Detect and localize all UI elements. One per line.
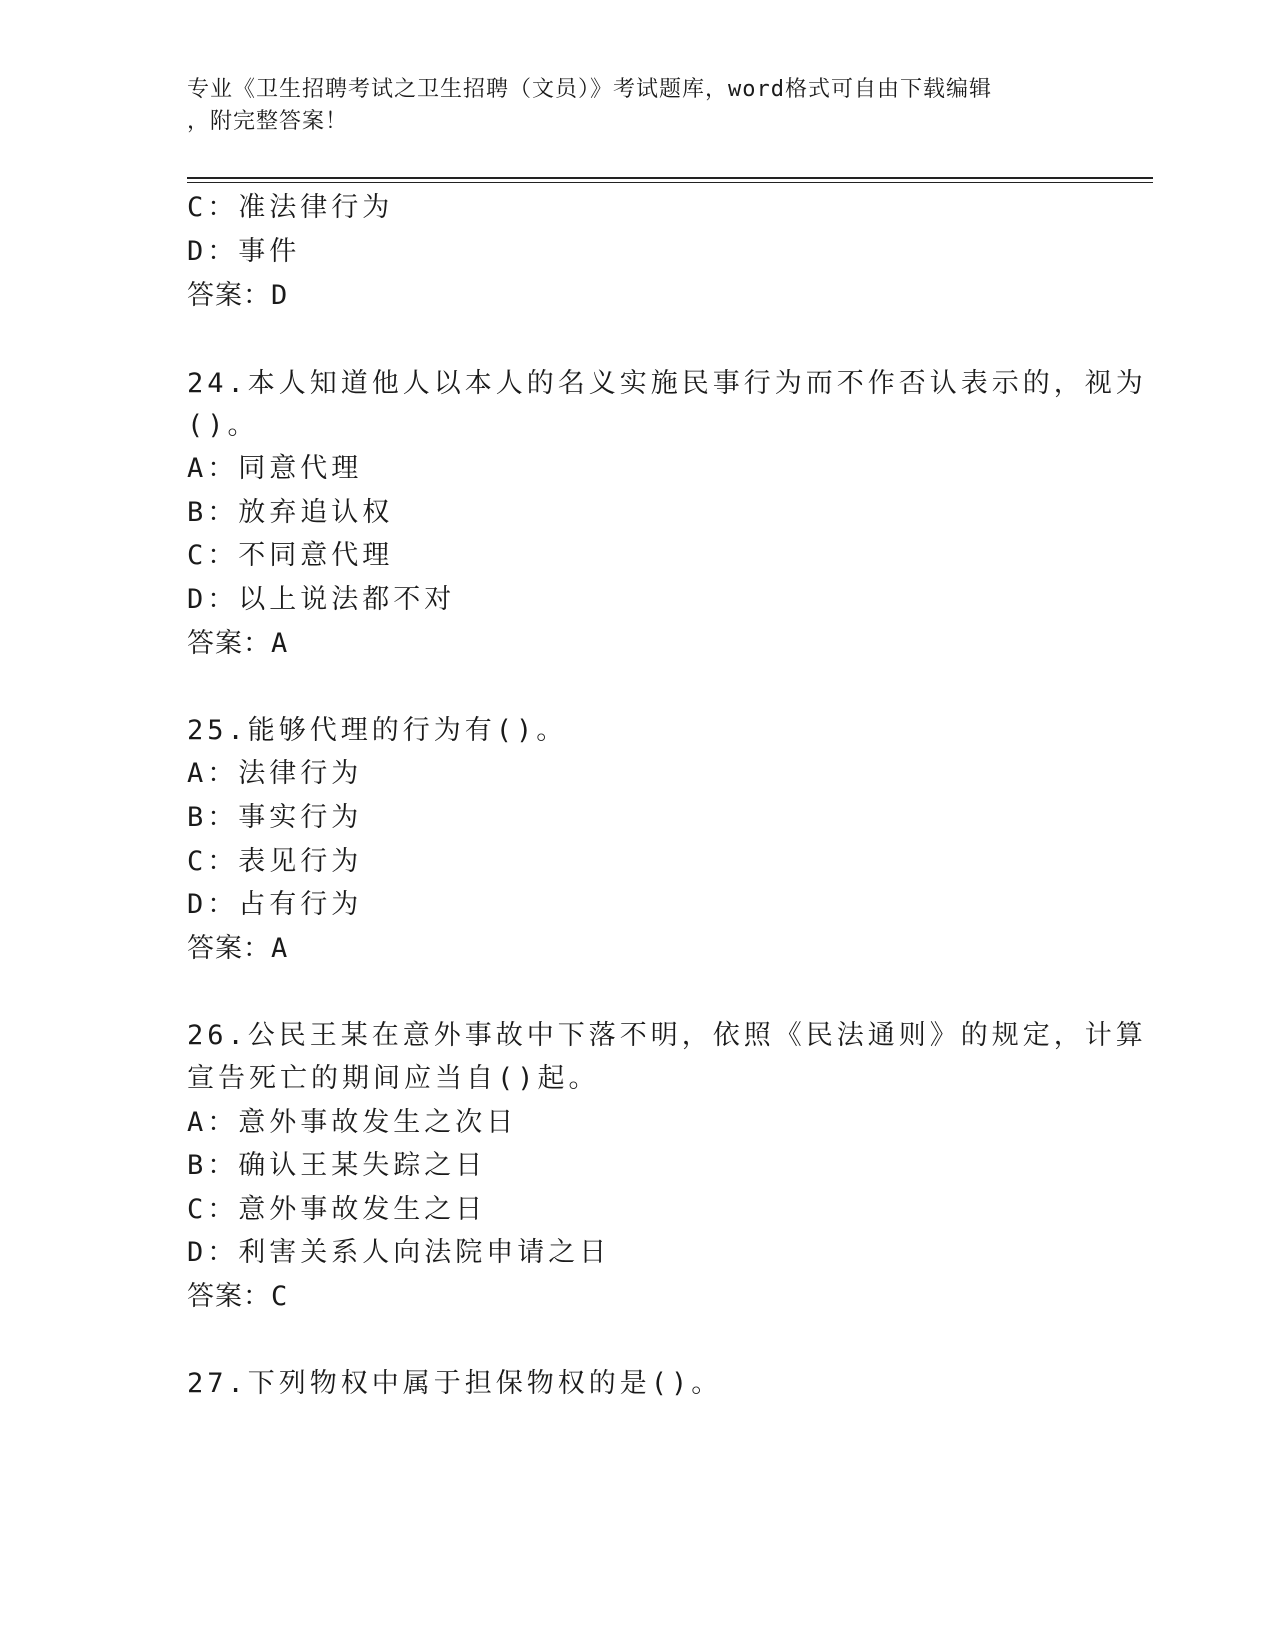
answer-value: A (271, 628, 289, 659)
header-rule-thin (187, 182, 1153, 183)
q24-stem-line-2: ()。 (187, 410, 259, 441)
header-line-2: ，附完整答案！ (187, 109, 349, 134)
header-line-1: 专业《卫生招聘考试之卫生招聘（文员）》考试题库，word格式可自由下载编辑 (187, 77, 992, 102)
answer-label: 答案： (187, 280, 271, 311)
q27-stem-line-1: 27.下列物权中属于担保物权的是()。 (187, 1368, 723, 1399)
q26-option-d: D：利害关系人向法院申请之日 (187, 1237, 611, 1268)
q25-option-b: B：事实行为 (187, 802, 363, 833)
q25-option-a: A：法律行为 (187, 758, 363, 789)
prev-option-c: C：准法律行为 (187, 192, 394, 223)
document-header (187, 74, 1067, 138)
q24-option-a: A：同意代理 (187, 453, 363, 484)
q24-option-d: D：以上说法都不对 (187, 584, 456, 615)
q25-option-d: D：占有行为 (187, 889, 363, 920)
q24-option-b: B：放弃追认权 (187, 497, 394, 528)
q24-answer (187, 624, 288, 664)
q26-answer (187, 1277, 288, 1317)
prev-option-d: D：事件 (187, 236, 301, 267)
q25-answer (187, 929, 288, 969)
answer-label: 答案： (187, 933, 271, 964)
answer-value: D (271, 280, 289, 311)
q26-option-b: B：确认王某失踪之日 (187, 1150, 487, 1181)
q24-option-c: C：不同意代理 (187, 540, 394, 571)
q24-stem-line-1: 24.本人知道他人以本人的名义实施民事行为而不作否认表示的，视为 (187, 368, 1147, 399)
q26-option-c: C：意外事故发生之日 (187, 1194, 487, 1225)
prev-answer (187, 276, 288, 316)
q26-option-a: A：意外事故发生之次日 (187, 1107, 518, 1138)
q25-option-c: C：表见行为 (187, 846, 363, 877)
q26-stem-line-1: 26.公民王某在意外事故中下落不明，依照《民法通则》的规定，计算 (187, 1020, 1147, 1051)
q26-stem-line-2: 宣告死亡的期间应当自()起。 (187, 1063, 600, 1094)
answer-value: A (271, 933, 289, 964)
answer-label: 答案： (187, 628, 271, 659)
q25-stem-line-1: 25.能够代理的行为有()。 (187, 715, 568, 746)
answer-value: C (271, 1281, 289, 1312)
answer-label: 答案： (187, 1281, 271, 1312)
header-rule-thick (187, 177, 1153, 179)
